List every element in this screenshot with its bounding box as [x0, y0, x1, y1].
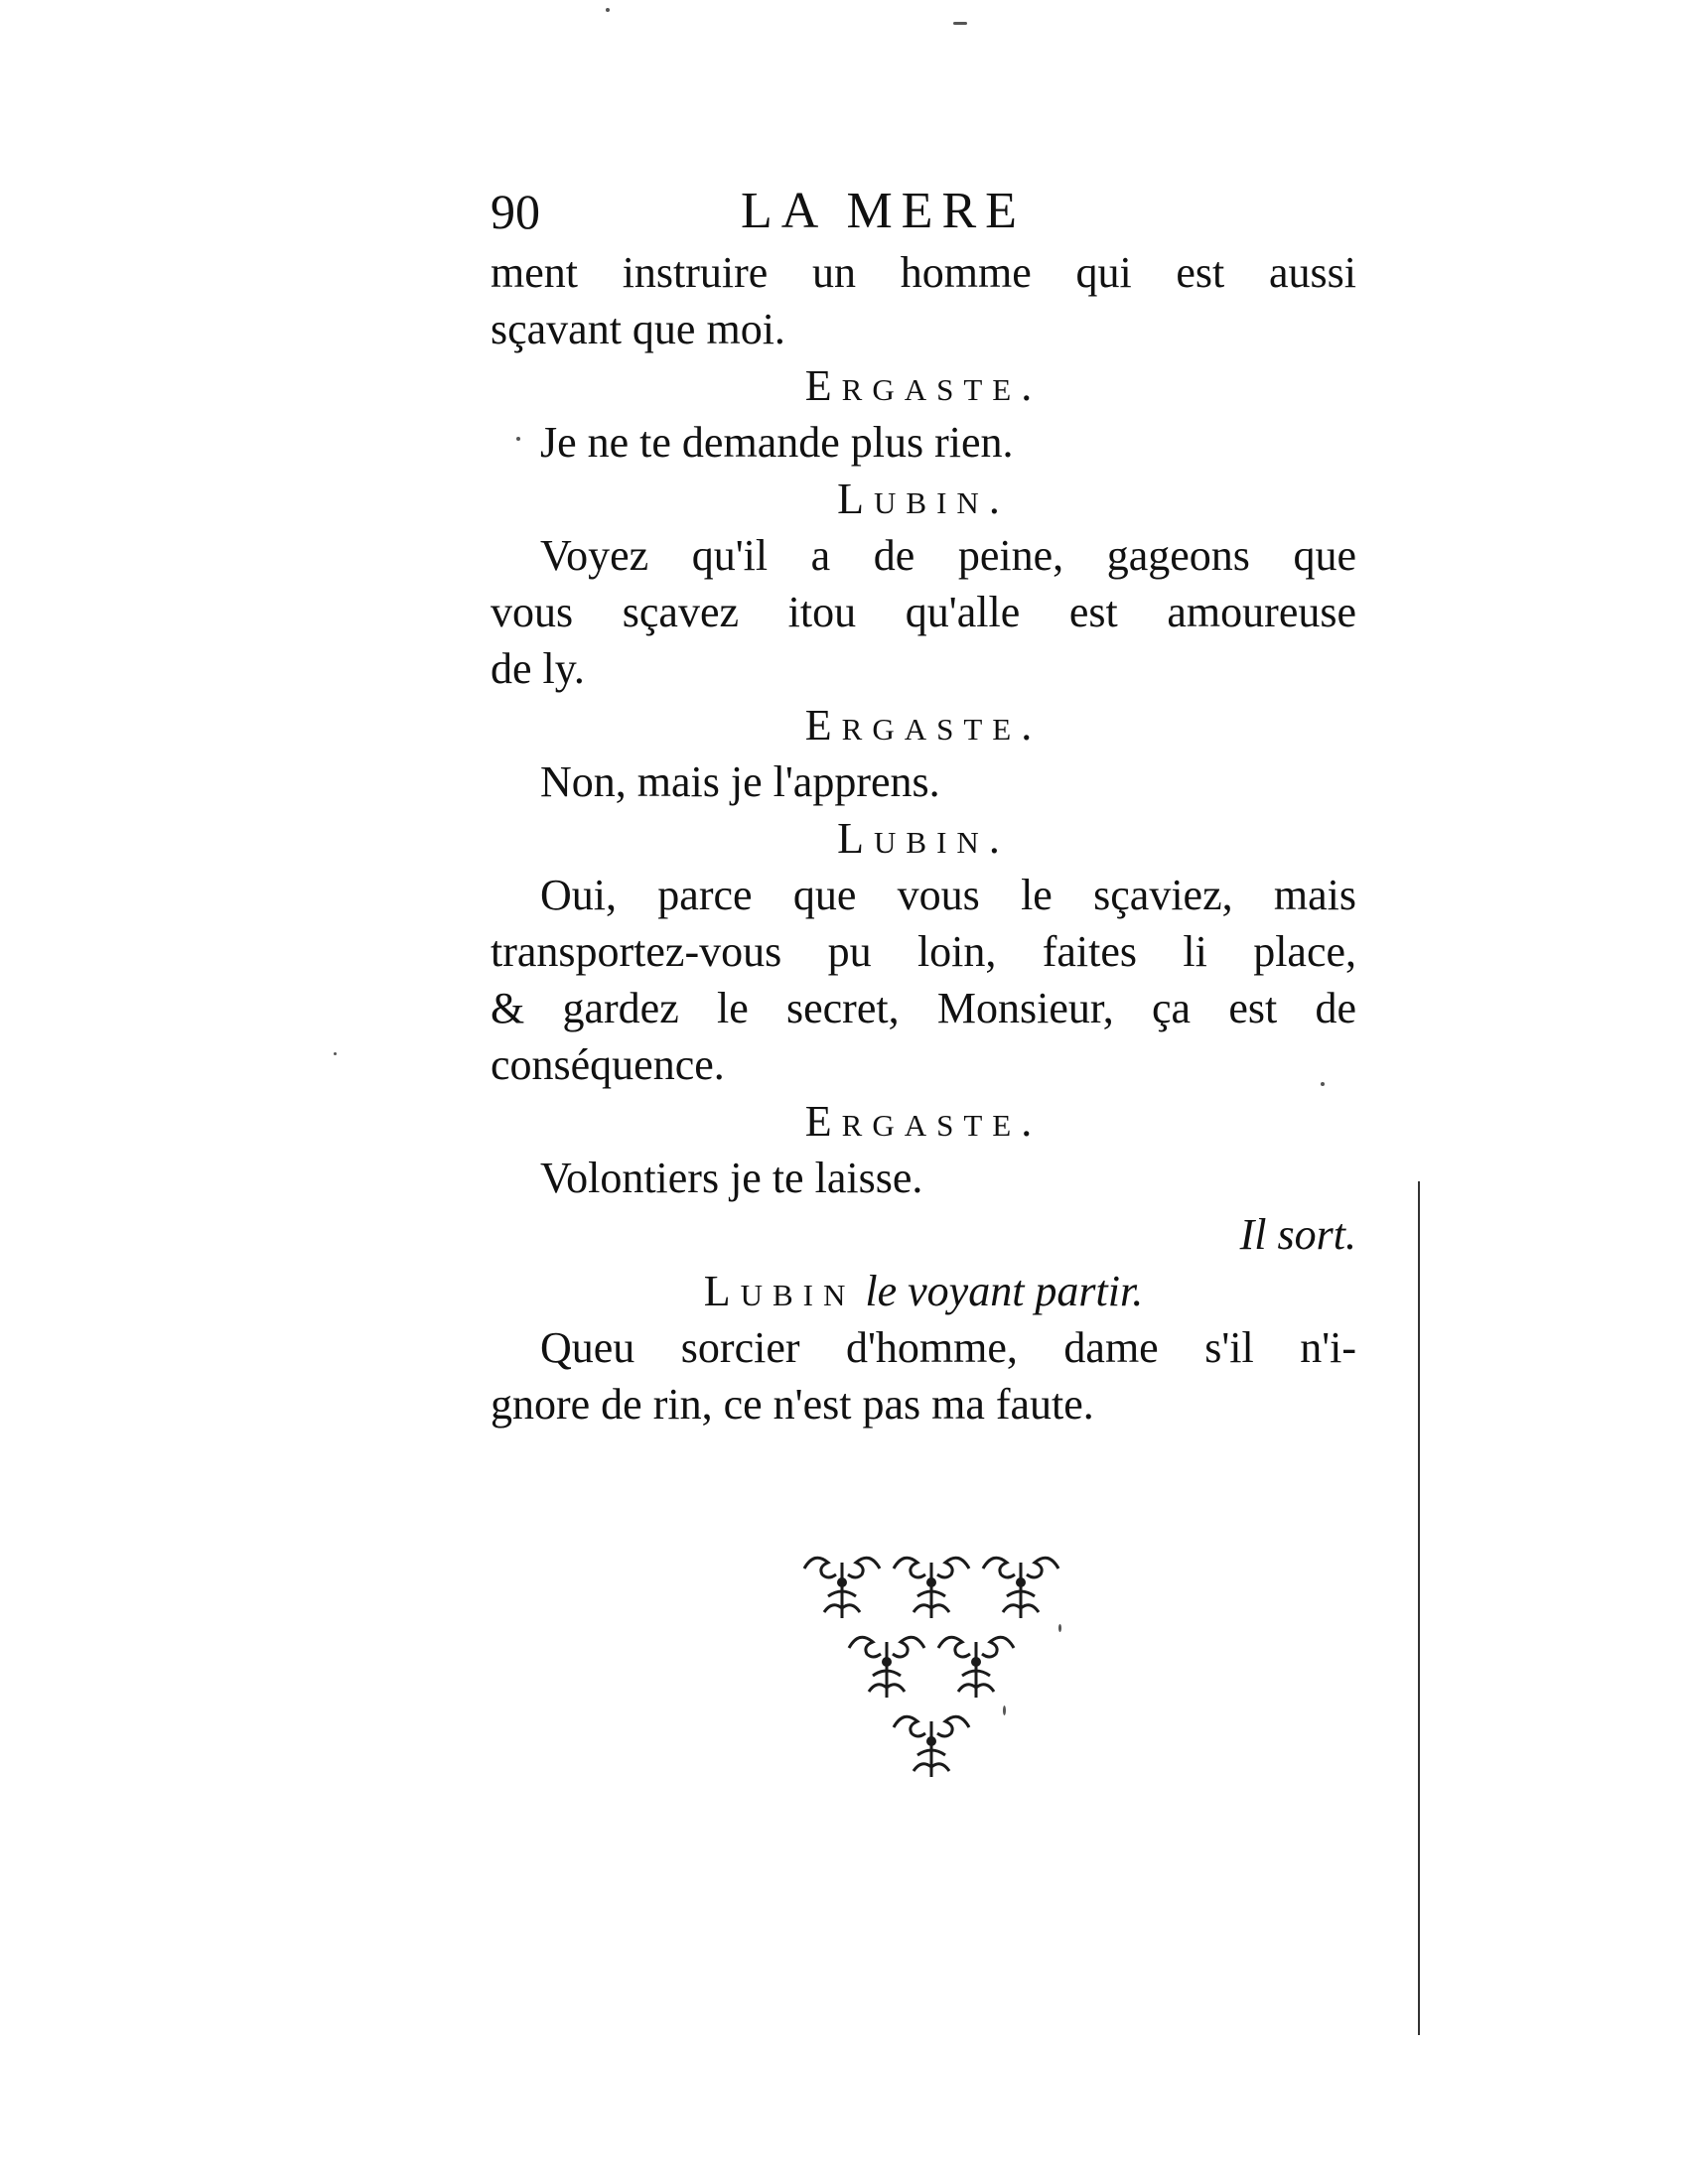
speaker-label: Lubin. [837, 814, 1010, 863]
text-line: gnore de rin, ce n'est pas ma faute. [491, 1380, 1094, 1429]
speaker-name [491, 697, 1356, 753]
text-line: Voyez qu'il a de peine, gageons que [540, 531, 1356, 580]
speaker-label: Ergaste. [804, 1097, 1043, 1146]
speck [606, 8, 610, 12]
text-block [491, 179, 1356, 1433]
page-header [491, 179, 1356, 244]
fleuron-unit [938, 1637, 1014, 1698]
text-line: sçavant que moi. [491, 305, 785, 353]
speaker-name [491, 1093, 1356, 1150]
text-line: de ly. [491, 644, 585, 693]
speaker-label: Ergaste. [804, 701, 1043, 750]
speaker-name [491, 810, 1356, 867]
speck [334, 1052, 337, 1055]
page-number: 90 [491, 184, 540, 239]
speck [1058, 1624, 1061, 1632]
text-line: transportez-vous pu loin, faites li place, [491, 927, 1356, 976]
fleuron-unit [894, 1716, 969, 1777]
text-line: vous sçavez itou qu'alle est amoureuse [491, 588, 1356, 636]
fleuron-unit [983, 1558, 1058, 1618]
speck [516, 437, 520, 441]
text-line: ment instruire un homme qui est aussi [491, 248, 1356, 297]
page-edge-line [1418, 1181, 1420, 2035]
text-line: Je ne te demande plus rien. [540, 418, 1014, 467]
speaker-name [491, 1263, 1356, 1319]
fleuron-unit [804, 1558, 880, 1618]
text-line: Non, mais je l'apprens. [540, 757, 940, 806]
speaker-label: Lubin [703, 1267, 856, 1315]
speck [1003, 1706, 1006, 1715]
speaker-label: Ergaste. [804, 361, 1043, 410]
speaker-label: Lubin. [837, 475, 1010, 523]
stage-direction: Il sort. [1239, 1210, 1356, 1259]
text-line: & gardez le secret, Monsieur, ça est de [491, 984, 1356, 1032]
speaker-name [491, 471, 1356, 527]
text-line: Oui, parce que vous le sçaviez, mais [540, 871, 1356, 919]
speck [953, 22, 967, 25]
stage-direction: le voyant partir. [865, 1267, 1144, 1315]
text-line: Volontiers je te laisse. [540, 1154, 923, 1202]
speck [1321, 1082, 1325, 1086]
fleuron-unit [849, 1637, 924, 1698]
fleuron-unit [894, 1558, 969, 1618]
text-line: conséquence. [491, 1040, 725, 1089]
running-head: LA MERE [741, 183, 1026, 239]
speaker-name [491, 357, 1356, 414]
play-text [491, 244, 1356, 1433]
text-line: Queu sorcier d'homme, dame s'il n'i- [540, 1323, 1356, 1372]
fleuron-tailpiece-icon [802, 1549, 1060, 1787]
